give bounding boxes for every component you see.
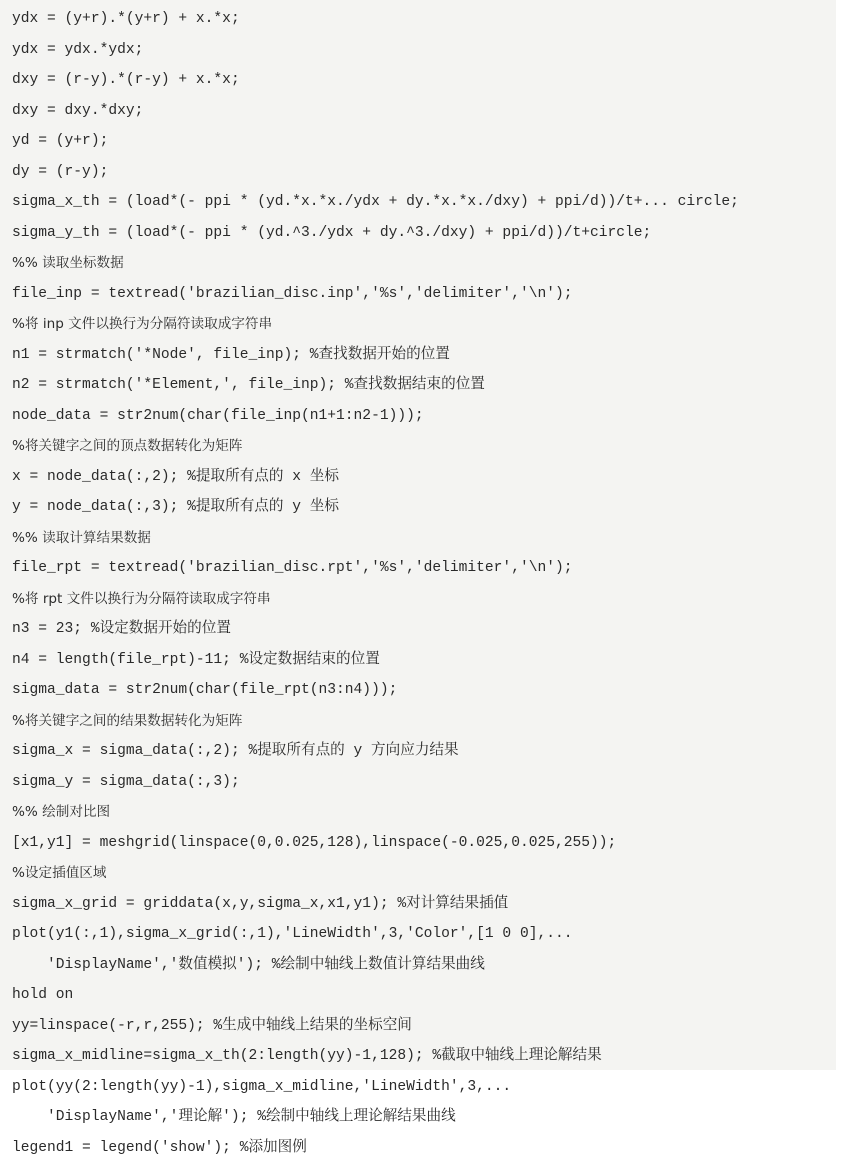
code-line: 'DisplayName','数值模拟'); %绘制中轴线上数值计算结果曲线 (12, 950, 834, 981)
code-line: %将关键字之间的结果数据转化为矩阵 (12, 706, 834, 737)
code-line: dxy = (r-y).*(r-y) + x.*x; (12, 65, 834, 96)
code-line: ydx = (y+r).*(y+r) + x.*x; (12, 4, 834, 35)
code-line: sigma_x_midline=sigma_x_th(2:length(yy)-1,128); %截取中轴线上理论解结果 (12, 1041, 834, 1072)
code-line: 'DisplayName','理论解'); %绘制中轴线上理论解结果曲线 (12, 1102, 834, 1133)
code-line: %% 绘制对比图 (12, 797, 834, 828)
code-line: sigma_y = sigma_data(:,3); (12, 767, 834, 798)
code-line: legend1 = legend('show'); %添加图例 (12, 1133, 834, 1163)
code-line: file_rpt = textread('brazilian_disc.rpt','%s','delimiter','\n'); (12, 553, 834, 584)
code-line: %% 读取坐标数据 (12, 248, 834, 279)
code-line: y = node_data(:,3); %提取所有点的 y 坐标 (12, 492, 834, 523)
code-line: sigma_x_th = (load*(- ppi * (yd.*x.*x./ydx + dy.*x.*x./dxy) + ppi/d))/t+... circle; (12, 187, 834, 218)
code-line: ydx = ydx.*ydx; (12, 35, 834, 66)
code-line: x = node_data(:,2); %提取所有点的 x 坐标 (12, 462, 834, 493)
code-line: [x1,y1] = meshgrid(linspace(0,0.025,128),linspace(-0.025,0.025,255)); (12, 828, 834, 859)
code-line: node_data = str2num(char(file_inp(n1+1:n2-1))); (12, 401, 834, 432)
code-line: yd = (y+r); (12, 126, 834, 157)
code-line: plot(yy(2:length(yy)-1),sigma_x_midline,'LineWidth',3,... (12, 1072, 834, 1103)
code-line: n1 = strmatch('*Node', file_inp); %查找数据开始的位置 (12, 340, 834, 371)
code-lines (12, 0, 834, 1163)
code-line: %设定插值区域 (12, 858, 834, 889)
code-line: yy=linspace(-r,r,255); %生成中轴线上结果的坐标空间 (12, 1011, 834, 1042)
code-line: %% 读取计算结果数据 (12, 523, 834, 554)
code-line: n2 = strmatch('*Element,', file_inp); %查找数据结束的位置 (12, 370, 834, 401)
code-line: sigma_x = sigma_data(:,2); %提取所有点的 y 方向应力结果 (12, 736, 834, 767)
code-line: file_inp = textread('brazilian_disc.inp','%s','delimiter','\n'); (12, 279, 834, 310)
code-line: n3 = 23; %设定数据开始的位置 (12, 614, 834, 645)
code-line: sigma_x_grid = griddata(x,y,sigma_x,x1,y1); %对计算结果插值 (12, 889, 834, 920)
code-line: %将 inp 文件以换行为分隔符读取成字符串 (12, 309, 834, 340)
code-line: dxy = dxy.*dxy; (12, 96, 834, 127)
code-line: hold on (12, 980, 834, 1011)
code-line: plot(y1(:,1),sigma_x_grid(:,1),'LineWidth',3,'Color',[1 0 0],... (12, 919, 834, 950)
code-line: %将 rpt 文件以换行为分隔符读取成字符串 (12, 584, 834, 615)
code-line: dy = (r-y); (12, 157, 834, 188)
code-line: n4 = length(file_rpt)-11; %设定数据结束的位置 (12, 645, 834, 676)
code-line: sigma_y_th = (load*(- ppi * (yd.^3./ydx + dy.^3./dxy) + ppi/d))/t+circle; (12, 218, 834, 249)
code-line: %将关键字之间的顶点数据转化为矩阵 (12, 431, 834, 462)
code-line: sigma_data = str2num(char(file_rpt(n3:n4))); (12, 675, 834, 706)
